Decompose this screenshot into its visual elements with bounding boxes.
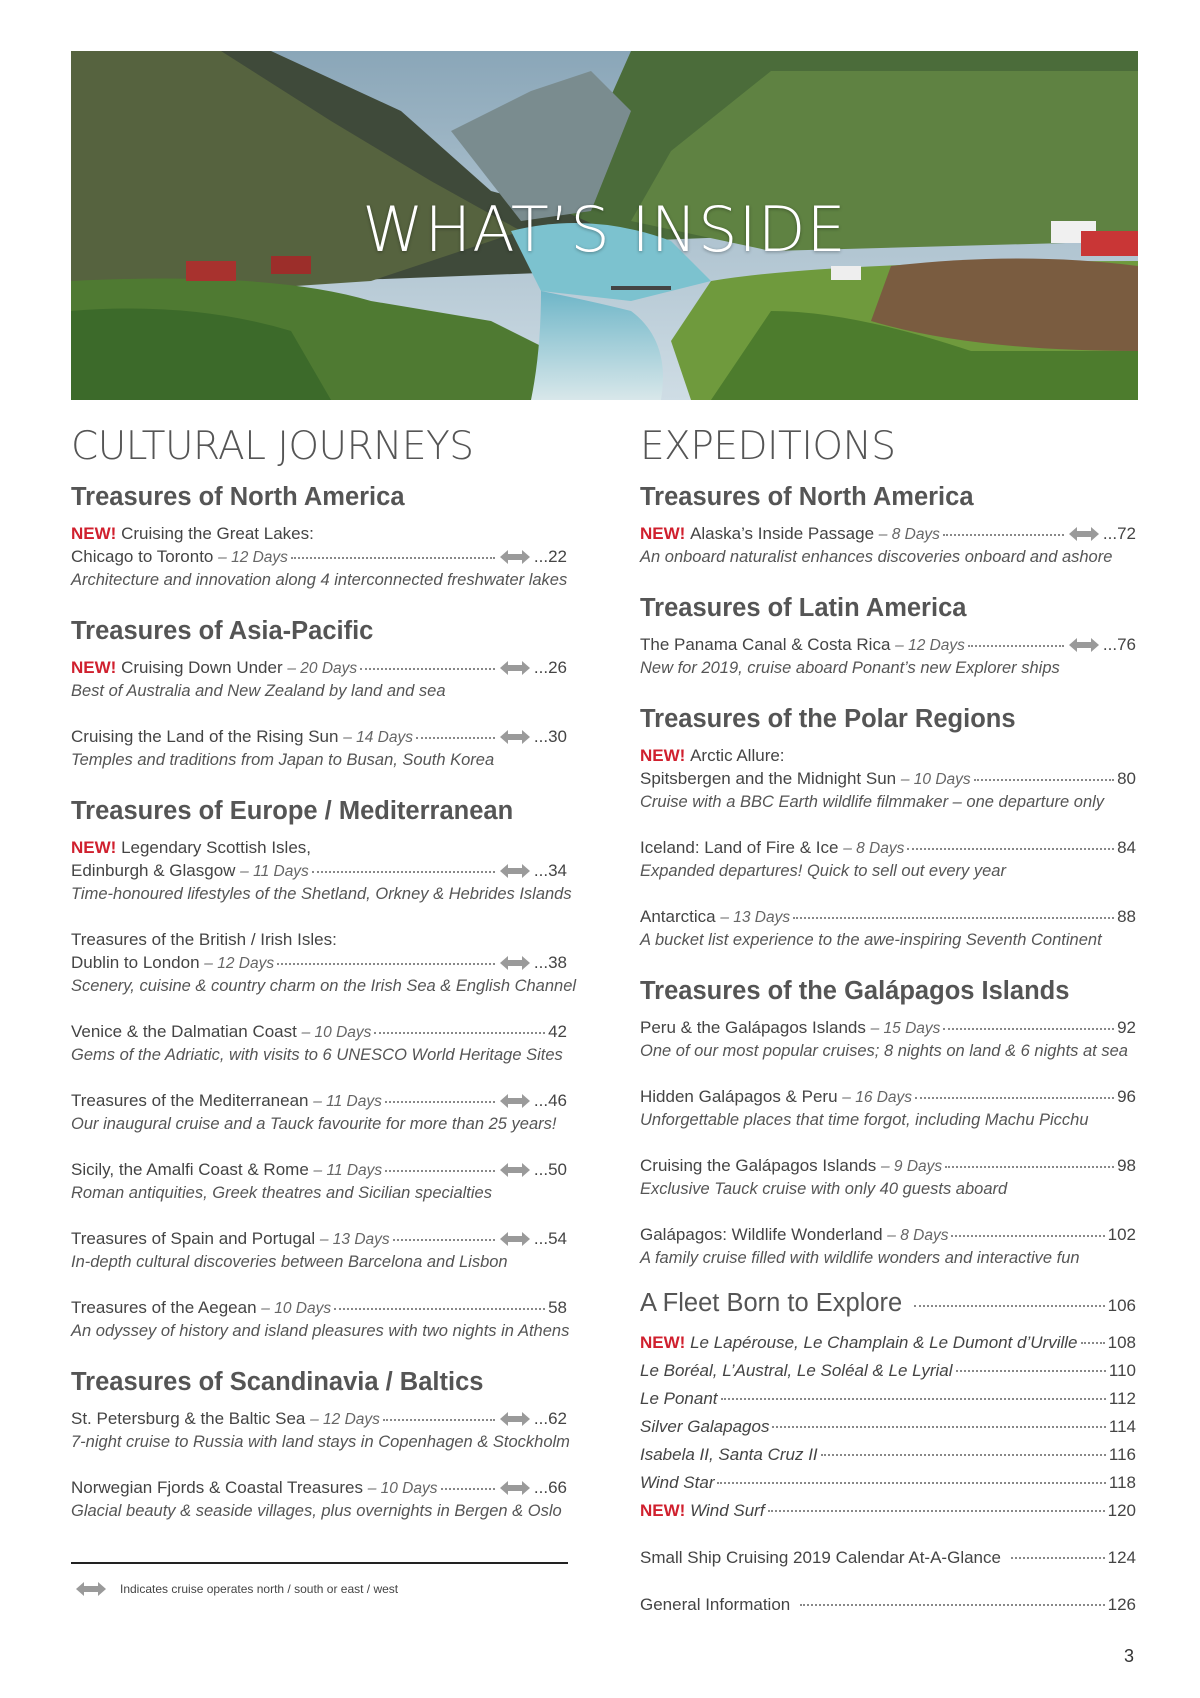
itinerary-title-row [640,522,1136,546]
itinerary-description: Expanded departures! Quick to sell out every year [640,862,1006,880]
itinerary-title-row [71,859,567,883]
leader-dots [943,1026,1114,1030]
page-number: 118 [1108,1473,1136,1492]
leader-dots [721,1396,1106,1400]
region-group [71,794,577,1342]
itinerary-description: Roman antiquities, Greek theatres and Sicilian specialties [71,1184,492,1202]
itinerary-description: Scenery, cuisine & country charm on the Irish Sea & English Channel [71,977,577,995]
itinerary-prelude [71,928,567,951]
calendar-label: Small Ship Cruising 2019 Calendar At-A-Glance [640,1548,1001,1567]
itinerary-entry[interactable] [71,725,567,771]
itinerary-description: Architecture and innovation along 4 interconnected freshwater lakes [71,571,568,589]
two-way-arrow-icon [500,1163,530,1177]
itinerary-entry[interactable] [71,1407,570,1453]
new-badge: NEW! [71,524,117,543]
new-badge: NEW! [640,746,686,765]
itinerary-name: The Panama Canal & Costa Rica [640,635,891,654]
page-number: ...38 [533,953,567,972]
ship-name: Le Ponant [640,1389,718,1408]
itinerary-entry[interactable] [71,836,572,905]
general-info-row[interactable] [640,1593,1136,1616]
itinerary-entry[interactable] [640,1016,1136,1062]
leader-dots [1081,1340,1105,1344]
two-way-arrow-icon [500,730,530,744]
leader-dots [441,1486,495,1490]
fleet-section [640,1289,1136,1522]
itinerary-days: – 8 Days [878,526,940,543]
itinerary-title-row [71,1296,567,1320]
itinerary-days: – 15 Days [870,1020,941,1037]
itinerary-name: Galápagos: Wildlife Wonderland [640,1225,883,1244]
expeditions-column [640,420,1136,1616]
leader-dots [360,666,495,670]
two-way-arrow-icon [1069,527,1099,541]
itinerary-name: Peru & the Galápagos Islands [640,1018,866,1037]
section-heading-cultural-journeys: CULTURAL JOURNEYS [71,424,474,469]
itinerary-name: Cruising the Galápagos Islands [640,1156,877,1175]
page-number: 58 [548,1298,567,1317]
region-title: Treasures of North America [640,483,974,511]
itinerary-entry[interactable] [640,1223,1136,1269]
itinerary-prelude-text: Cruising the Great Lakes: [121,524,314,543]
leader-dots [956,1368,1106,1372]
itinerary-days: – 10 Days [301,1024,372,1041]
footer-rule [71,1562,568,1564]
page-number: 88 [1117,907,1136,926]
itinerary-entry[interactable] [71,928,577,997]
ship-name: Wind Star [640,1473,715,1492]
page-number: 96 [1117,1087,1136,1106]
itinerary-entry[interactable] [640,633,1136,679]
itinerary-description: Time-honoured lifestyles of the Shetland, Orkney & Hebrides Islands [71,885,572,903]
page-number: 84 [1117,838,1136,857]
itinerary-days: – 9 Days [880,1158,943,1175]
itinerary-title-row [71,1020,567,1044]
itinerary-days: – 13 Days [720,909,791,926]
leader-dots [821,1452,1106,1456]
page-number: 110 [1108,1361,1136,1380]
region-group [71,614,567,771]
itinerary-description: A family cruise filled with wildlife wonders and interactive fun [640,1249,1080,1267]
ship-name: Silver Galapagos [640,1417,770,1436]
itinerary-entry[interactable] [71,1227,567,1273]
left-groups [71,480,577,1522]
region-title: Treasures of Scandinavia / Baltics [71,1368,484,1396]
two-way-arrow-icon [76,1582,106,1596]
fleet-ship-row[interactable] [640,1471,1136,1494]
leader-dots [385,1168,495,1172]
fleet-ship-row[interactable] [640,1331,1136,1354]
region-title: Treasures of Latin America [640,594,967,622]
region-title: Treasures of the Galápagos Islands [640,977,1070,1005]
page-number: ...46 [533,1091,567,1110]
page-number-footer: 3 [1124,1646,1135,1666]
two-way-arrow-icon [500,864,530,878]
itinerary-days: – 11 Days [240,863,309,880]
itinerary-description: Cruise with a BBC Earth wildlife filmmaker – one departure only [640,793,1105,811]
itinerary-prelude-text: Treasures of the British / Irish Isles: [71,930,337,949]
page-number: 124 [1107,1548,1136,1567]
leader-dots [800,1602,1104,1606]
itinerary-entry[interactable] [71,1476,567,1522]
page-number: 120 [1107,1501,1136,1520]
itinerary-description: Our inaugural cruise and a Tauck favourite for more than 25 years! [71,1115,557,1133]
leader-dots [374,1030,545,1034]
fleet-title: A Fleet Born to Explore [640,1289,903,1317]
itinerary-name: Iceland: Land of Fire & Ice [640,838,839,857]
page-number: ...54 [533,1229,567,1248]
itinerary-title-row [640,1154,1136,1178]
itinerary-title-row [640,633,1136,657]
itinerary-name: Treasures of Spain and Portugal [71,1229,316,1248]
itinerary-title-row [640,836,1136,860]
itinerary-days: – 12 Days [310,1411,380,1428]
itinerary-name: Treasures of the Mediterranean [71,1091,309,1110]
new-badge: NEW! [640,524,686,543]
itinerary-entry[interactable] [71,522,567,591]
itinerary-description: New for 2019, cruise aboard Ponant’s new Explorer ships [640,659,1060,677]
itinerary-description: Glacial beauty & seaside villages, plus overnights in Bergen & Oslo [71,1502,562,1520]
itinerary-title-row [640,905,1136,929]
page-number: 80 [1117,769,1136,788]
hero-image [71,51,1138,400]
itinerary-title-row [640,767,1136,791]
itinerary-days: – 12 Days [204,955,275,972]
itinerary-title-row [71,1476,567,1500]
itinerary-days: – 8 Days [843,840,905,857]
page-number: 102 [1107,1225,1136,1244]
itinerary-title-row [71,545,567,569]
itinerary-title-row [71,1158,567,1182]
page-number: ...26 [533,658,567,677]
itinerary-description: An onboard naturalist enhances discoveries onboard and ashore [640,548,1113,566]
leader-dots [768,1508,1105,1512]
leader-dots [291,555,495,559]
leader-dots [943,532,1064,536]
itinerary-name: Antarctica [640,907,716,926]
itinerary-name: Hidden Galápagos & Peru [640,1087,838,1106]
leader-dots [907,846,1114,850]
fleet-ship-row[interactable] [640,1443,1136,1466]
itinerary-title-row [640,1223,1136,1247]
page-number: ...30 [533,727,567,746]
itinerary-prelude [71,522,567,545]
ship-name: Le Boréal, L’Austral, Le Soléal & Le Lyrial [640,1361,953,1380]
section-heading-expeditions: EXPEDITIONS [640,424,896,469]
itinerary-description: An odyssey of history and island pleasures with two nights in Athens [71,1322,570,1340]
new-badge: NEW! [71,838,117,857]
itinerary-days: – 16 Days [842,1089,913,1106]
itinerary-entry[interactable] [71,656,567,702]
itinerary-entry[interactable] [71,1020,567,1066]
leader-dots [945,1164,1114,1168]
two-way-arrow-icon [500,1412,530,1426]
itinerary-description: A bucket list experience to the awe-inspiring Seventh Continent [640,931,1102,949]
fleet-ship-row[interactable] [640,1387,1136,1410]
region-title: Treasures of the Polar Regions [640,705,1016,733]
leader-dots [915,1095,1114,1099]
leader-dots [393,1237,495,1241]
right-groups [640,480,1136,1269]
new-badge: NEW! [71,658,117,677]
two-way-arrow-icon [500,1232,530,1246]
page-number: 114 [1108,1417,1136,1436]
new-badge: NEW! [640,1333,686,1352]
itinerary-prelude [71,836,567,859]
fleet-title-row[interactable] [640,1289,1136,1317]
itinerary-description: Unforgettable places that time forgot, including Machu Picchu [640,1111,1089,1129]
region-group [640,702,1136,951]
fleet-ship-list [640,1331,1136,1522]
itinerary-name: Edinburgh & Glasgow [71,861,236,880]
leader-dots [1011,1555,1105,1559]
leader-dots [717,1480,1105,1484]
cultural-journeys-column [71,420,577,1545]
page-number: 116 [1108,1445,1136,1464]
itinerary-entry[interactable] [640,1085,1136,1131]
calendar-row[interactable] [640,1546,1136,1569]
page-number: ...50 [533,1160,567,1179]
itinerary-description: Exclusive Tauck cruise with only 40 guests aboard [640,1180,1008,1198]
itinerary-name: St. Petersburg & the Baltic Sea [71,1409,306,1428]
itinerary-entry[interactable] [71,1089,567,1135]
itinerary-description: One of our most popular cruises; 8 nights on land & 6 nights at sea [640,1042,1128,1060]
itinerary-days: – 12 Days [218,549,288,566]
region-title: Treasures of Asia-Pacific [71,617,374,645]
itinerary-title-row [71,1089,567,1113]
leader-dots [277,961,495,965]
itinerary-days: – 13 Days [319,1231,390,1248]
itinerary-days: – 10 Days [261,1300,332,1317]
leader-dots [772,1424,1105,1428]
region-group [71,1365,570,1522]
itinerary-entry[interactable] [640,522,1136,568]
page-number: 42 [548,1022,567,1041]
region-title: Treasures of North America [71,483,405,511]
page-number: 126 [1107,1595,1136,1614]
page-number: ...34 [533,861,567,880]
two-way-arrow-icon [500,661,530,675]
itinerary-description: Best of Australia and New Zealand by land and sea [71,682,446,700]
page-number: 92 [1117,1018,1136,1037]
itinerary-description: Temples and traditions from Japan to Busan, South Korea [71,751,495,769]
region-group [640,480,1136,568]
two-way-arrow-icon [1069,638,1099,652]
itinerary-title-row [71,951,567,975]
itinerary-title-row [71,725,567,749]
ship-name: Isabela II, Santa Cruz II [640,1445,818,1464]
itinerary-days: – 12 Days [895,637,965,654]
fleet-ship-row[interactable] [640,1359,1136,1382]
region-group [71,480,567,591]
leader-dots [416,735,495,739]
itinerary-name: Spitsbergen and the Midnight Sun [640,769,897,788]
leader-dots [312,869,495,873]
itinerary-name: Dublin to London [71,953,200,972]
itinerary-entry[interactable] [640,744,1136,813]
itinerary-title-row [640,1085,1136,1109]
legend [76,1582,398,1596]
leader-dots [385,1099,495,1103]
region-group [640,974,1136,1269]
region-group [640,591,1136,679]
itinerary-name: Norwegian Fjords & Coastal Treasures [71,1478,363,1497]
leader-dots [914,1303,1104,1307]
page-number: 106 [1107,1296,1136,1315]
itinerary-name: Chicago to Toronto [71,547,214,566]
page-number: ...66 [533,1478,567,1497]
page-number: ...22 [533,547,567,566]
page-number: 98 [1117,1156,1136,1175]
itinerary-name: Venice & the Dalmatian Coast [71,1022,297,1041]
itinerary-title-row [71,656,567,680]
itinerary-name: Sicily, the Amalfi Coast & Rome [71,1160,309,1179]
ship-name: Le Lapérouse, Le Champlain & Le Dumont d’Urville [690,1333,1078,1352]
itinerary-days: – 11 Days [313,1162,383,1179]
itinerary-description: In-depth cultural discoveries between Barcelona and Lisbon [71,1253,508,1271]
itinerary-entry[interactable] [640,1154,1136,1200]
itinerary-days: – 10 Days [367,1480,438,1497]
itinerary-name: Cruising the Land of the Rising Sun [71,727,339,746]
itinerary-description: 7-night cruise to Russia with land stays in Copenhagen & Stockholm [71,1433,570,1451]
fleet-ship-row[interactable] [640,1499,1136,1522]
itinerary-description: Gems of the Adriatic, with visits to 6 UNESCO World Heritage Sites [71,1046,563,1064]
itinerary-entry[interactable] [640,905,1136,951]
new-badge: NEW! [640,1501,686,1520]
itinerary-title-row [71,1407,567,1431]
itinerary-entry[interactable] [71,1296,570,1342]
hero-title: WHAT’S INSIDE [362,193,847,266]
ship-name: Wind Surf [690,1501,765,1520]
leader-dots [334,1306,545,1310]
itinerary-entry[interactable] [640,836,1136,882]
itinerary-title-row [71,1227,567,1251]
general-info-label: General Information [640,1595,791,1614]
itinerary-days: – 8 Days [887,1227,949,1244]
leader-dots [968,643,1064,647]
page-number: ...76 [1102,635,1136,654]
itinerary-days: – 10 Days [900,771,971,788]
itinerary-days: – 14 Days [343,729,413,746]
itinerary-days: – 20 Days [287,660,358,677]
two-way-arrow-icon [500,550,530,564]
leader-dots [951,1233,1104,1237]
region-title: Treasures of Europe / Mediterranean [71,797,514,825]
two-way-arrow-icon [500,1481,530,1495]
legend-text: Indicates cruise operates north / south or east / west [120,1582,399,1596]
leader-dots [793,915,1114,919]
itinerary-name: Alaska’s Inside Passage [690,524,875,543]
page-number: ...62 [533,1409,567,1428]
leader-dots [383,1417,495,1421]
itinerary-prelude-text: Legendary Scottish Isles, [121,838,312,857]
itinerary-entry[interactable] [71,1158,567,1204]
itinerary-name: Cruising Down Under [121,658,283,677]
leader-dots [974,777,1114,781]
itinerary-title-row [640,1016,1136,1040]
fleet-ship-row[interactable] [640,1415,1136,1438]
itinerary-prelude [640,744,1136,767]
itinerary-prelude-text: Arctic Allure: [690,746,785,765]
two-way-arrow-icon [500,956,530,970]
itinerary-name: Treasures of the Aegean [71,1298,257,1317]
itinerary-days: – 11 Days [313,1093,382,1110]
page-number: 112 [1108,1389,1136,1408]
page-number: 108 [1107,1333,1136,1352]
two-way-arrow-icon [500,1094,530,1108]
page-number: ...72 [1102,524,1136,543]
